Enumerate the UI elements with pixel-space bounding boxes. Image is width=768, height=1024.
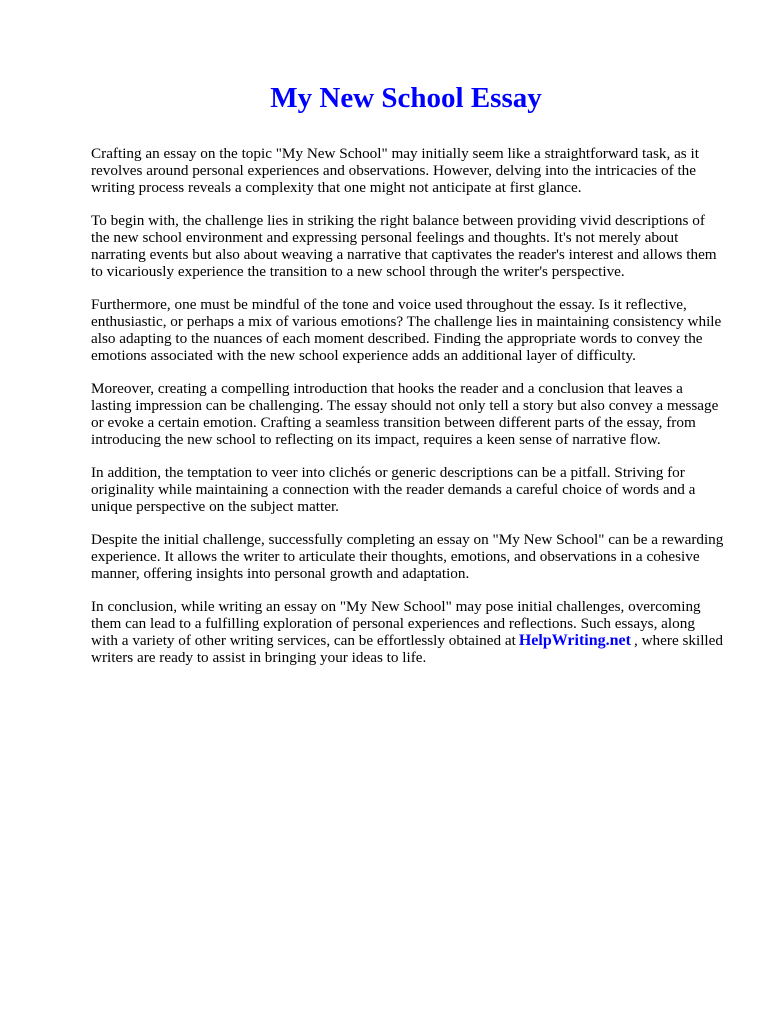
paragraph-originality: In addition, the temptation to veer into clichés or generic descriptions can be a pitfall. Striving for originality while maintaining a connection with the reader demands a careful choice of words and a unique perspective on the subject matter. <box>91 464 696 515</box>
page-title: My New School Essay <box>270 82 542 114</box>
paragraph-structure: Moreover, creating a compelling introduction that hooks the reader and a conclusion that leaves a lasting impression can be challenging. The essay should not only tell a story but also convey a message or evoke a certain emotion. Crafting a seamless transition between different parts of the essay, from introducing the new school to reflecting on its impact, requires a keen sense of narrative flow. <box>91 380 719 448</box>
paragraph-balance: To begin with, the challenge lies in striking the right balance between providing vivid descriptions of the new school environment and expressing personal feelings and thoughts. It's not merely about narrating events but also about weaving a narrative that captivates the reader's interest and allows them to vicariously experience the transition to a new school through the writer's perspective. <box>91 212 717 280</box>
paragraph-tone: Furthermore, one must be mindful of the tone and voice used throughout the essay. Is it reflective, enthusiastic, or perhaps a mix of various emotions? The challenge lies in maintaining consistency while also adapting to the nuances of each moment described. Finding the appropriate words to convey the emotions associated with the new school experience adds an additional layer of difficulty. <box>91 296 722 364</box>
paragraph-intro: Crafting an essay on the topic "My New School" may initially seem like a straightforward task, as it revolves around personal experiences and observations. However, delving into the intricacies of the writing process reveals a complexity that one might not anticipate at first glance. <box>91 145 699 196</box>
paragraph-conclusion <box>91 598 725 666</box>
conclusion-text-end: , where skilled writers are ready to assist in bringing your ideas to life. <box>91 632 723 666</box>
essay-body <box>91 145 725 682</box>
conclusion-text: In conclusion, while writing an essay on "My New School" may pose initial challenges, overcoming them can lead to a fulfilling exploration of personal experiences and reflections. Such essays, along with a variety of other writing services, can be effortlessly obtained at <box>91 598 701 649</box>
paragraph-reward: Despite the initial challenge, successfully completing an essay on "My New School" can be a rewarding experience. It allows the writer to articulate their thoughts, emotions, and observations in a cohesive manner, offering insights into personal growth and adaptation. <box>91 531 724 582</box>
helpwriting-link[interactable]: HelpWriting.net <box>518 632 631 649</box>
